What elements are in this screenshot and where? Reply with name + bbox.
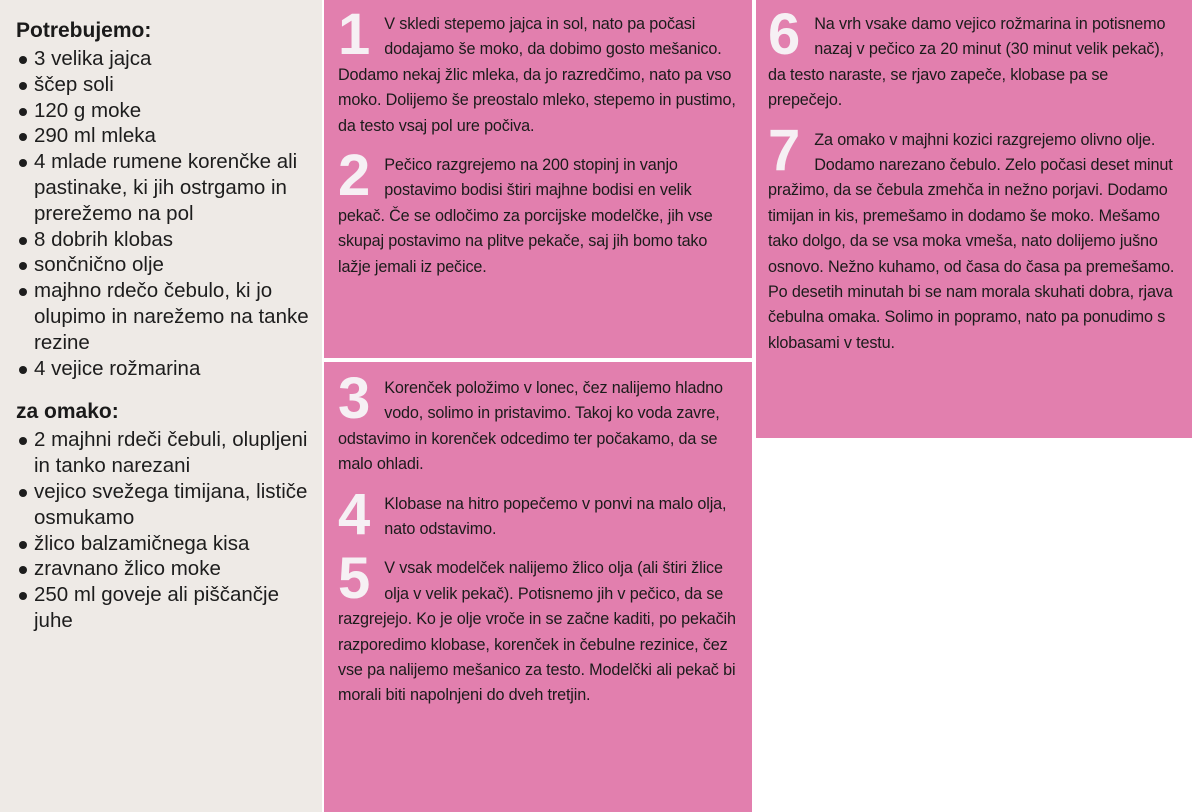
sauce-ingredients-list bbox=[16, 427, 322, 633]
ingredient-item: majhno rdečo čebulo, ki jo olupimo in narežemo na tanke rezine bbox=[16, 278, 322, 355]
sauce-ingredient-item: zravnano žlico moke bbox=[16, 556, 322, 582]
step-6 bbox=[768, 2, 1180, 114]
instructions-panel-steps-3-5 bbox=[324, 362, 752, 812]
step-number: 6 bbox=[768, 2, 801, 67]
ingredient-item: 3 velika jajca bbox=[16, 46, 322, 72]
sauce-ingredient-item: 250 ml goveje ali piščančje juhe bbox=[16, 582, 322, 634]
step-text: Za omako v majhni kozici razgrejemo olivno olje. Dodamo narezano čebulo. Zelo počasi deset minut pražimo, da se čebula zmehča in nežno porjavi. Dodamo timijan in kis, premešamo in dodamo še moko. Mešamo tako dolgo, da se vsa moka vmeša, nato dolijemo jušno osnovo. Nežno kuhamo, od časa do časa pa premešamo. Po desetih minutah bi se nam morala skuhati dobra, rjava čebulna omaka. Solimo in popramo, nato pa ponudimo s klobasami v testu. bbox=[768, 130, 1175, 352]
ingredient-item: 290 ml mleka bbox=[16, 123, 322, 149]
step-7 bbox=[768, 117, 1180, 357]
step-number: 1 bbox=[338, 2, 371, 67]
step-1 bbox=[338, 2, 740, 139]
step-2 bbox=[338, 143, 740, 280]
ingredient-item: 8 dobrih klobas bbox=[16, 227, 322, 253]
ingredient-item: sončnično olje bbox=[16, 252, 322, 278]
ingredient-item: 4 vejice rožmarina bbox=[16, 356, 322, 382]
instructions-panel-steps-6-7 bbox=[756, 0, 1192, 438]
step-4 bbox=[338, 481, 740, 547]
step-text: Pečico razgrejemo na 200 stopinj in vanjo postavimo bodisi štiri majhne bodisi en velik pekač. Če se odločimo za porcijske modelčke, jih vse skupaj postavimo na plitve pekače, saj jih bomo tako lažje jemali iz pečice. bbox=[338, 156, 713, 276]
sauce-heading: za omako: bbox=[16, 400, 119, 424]
step-number: 3 bbox=[338, 366, 371, 431]
sauce-ingredient-item: vejico svežega timijana, lističe osmukamo bbox=[16, 479, 322, 531]
ingredient-item: 4 mlade rumene korenčke ali pastinake, ki jih ostrgamo in prerežemo na pol bbox=[16, 149, 322, 226]
ingredient-item: 120 g moke bbox=[16, 98, 322, 124]
step-number: 7 bbox=[768, 117, 801, 183]
ingredient-item: ščep soli bbox=[16, 72, 322, 98]
step-text: Korenček položimo v lonec, čez nalijemo hladno vodo, solimo in pristavimo. Takoj ko voda zavre, odstavimo in korenček odcedimo ter počakamo, da se malo ohladi. bbox=[338, 379, 723, 474]
step-number: 2 bbox=[338, 143, 371, 209]
step-number: 5 bbox=[338, 546, 371, 612]
step-5 bbox=[338, 546, 740, 708]
ingredients-list bbox=[16, 46, 322, 381]
sauce-ingredient-item: 2 majhni rdeči čebuli, olupljeni in tanko narezani bbox=[16, 427, 322, 479]
instructions-panel-steps-1-2 bbox=[324, 0, 752, 358]
step-text: V skledi stepemo jajca in sol, nato pa počasi dodajamo še moko, da dobimo gosto mešanico. Dodamo nekaj žlic mleka, da jo razredčimo, nato pa vso moko. Dolijemo še preostalo mleko, stepemo in pustimo, da testo vsaj pol ure počiva. bbox=[338, 15, 736, 135]
step-3 bbox=[338, 366, 740, 478]
step-number: 4 bbox=[338, 481, 371, 547]
step-text: V vsak modelček nalijemo žlico olja (ali štiri žlice olja v velik pekač). Potisnemo jih v pečico, da se razgrejejo. Ko je olje vroče in se začne kaditi, po pekačih razporedimo klobase, korenček in čebulne rezinice, čez vse pa nalijemo mešanico za testo. Modelčki ali pekač bi morali biti napolnjeni do dveh tretjin. bbox=[338, 559, 736, 705]
sauce-ingredient-item: žlico balzamičnega kisa bbox=[16, 531, 322, 557]
ingredients-column bbox=[0, 0, 322, 812]
step-text: Na vrh vsake damo vejico rožmarina in potisnemo nazaj v pečico za 20 minut (30 minut velik pekač), da testo naraste, se rjavo zapeče, klobase pa se prepečejo. bbox=[768, 15, 1166, 110]
step-text: Klobase na hitro popečemo v ponvi na malo olja, nato odstavimo. bbox=[384, 494, 727, 539]
ingredients-heading: Potrebujemo: bbox=[16, 19, 152, 42]
